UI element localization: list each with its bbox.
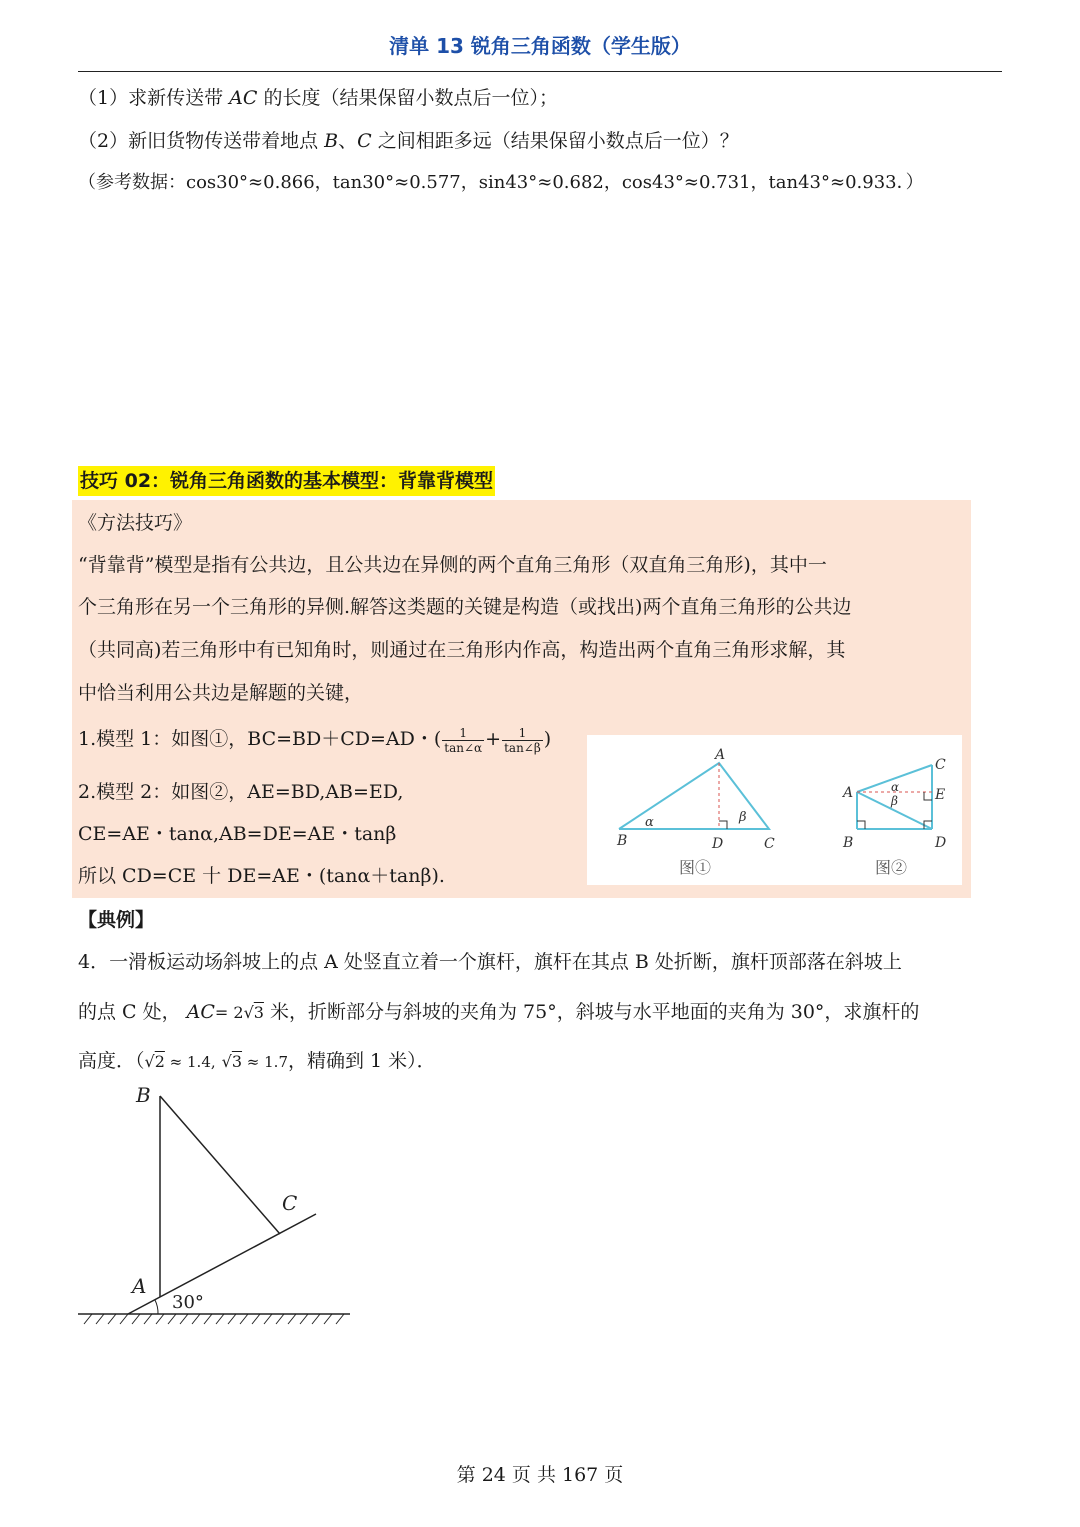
method-para-1: “背靠背”模型是指有公共边，且公共边在异侧的两个直角三角形（双直角三角形)，其中一 xyxy=(78,554,827,576)
page-header-title: 清单 13 锐角三角函数（学生版） xyxy=(389,34,691,58)
example-approx-2: ≈ 1.7 xyxy=(242,1053,288,1071)
example-heading: 【典例】 xyxy=(78,909,155,931)
example-radicand-2: 3 xyxy=(231,1052,243,1071)
example-line-1: 4．一滑板运动场斜坡上的点 A 处竖直立着一个旗杆，旗杆在其点 B 处折断，旗杆顶部落在斜坡上 xyxy=(78,951,902,973)
fraction-beta xyxy=(502,726,543,755)
fig2-beta: β xyxy=(891,794,898,808)
model-1-formula xyxy=(78,725,551,755)
model-1-prefix: 1.模型 1：如图①，BC=BD＋CD=AD・( xyxy=(78,728,442,750)
tip-heading: 技巧 02：锐角三角函数的基本模型：背靠背模型 xyxy=(78,466,495,496)
model-2-line-1: 2.模型 2：如图②，AE=BD,AB=ED, xyxy=(78,781,404,803)
fraction-beta-num: 1 xyxy=(502,726,543,741)
question-1-var: AC xyxy=(229,87,258,109)
model-1-plus: + xyxy=(485,728,502,750)
fig1-label-b: B xyxy=(617,833,628,849)
model-2-line-2: CE=AE・tanα,AB=DE=AE・tanβ xyxy=(78,823,397,845)
question-2-post: 之间相距多远（结果保留小数点后一位）？ xyxy=(371,130,739,152)
example-eq-coef: = 2 xyxy=(214,1003,244,1022)
flagpole-label-b: B xyxy=(136,1083,151,1107)
fig2-caption: 图② xyxy=(875,858,908,877)
page-footer: 第 24 页 共 167 页 xyxy=(456,1464,624,1486)
fig2-alpha: α xyxy=(891,780,900,794)
fig1-label-d: D xyxy=(712,836,724,852)
method-title: 《方法技巧》 xyxy=(78,512,193,534)
fraction-alpha xyxy=(442,726,484,755)
fig1-beta: β xyxy=(739,810,747,825)
example-eq-radicand: 3 xyxy=(253,1003,264,1022)
question-2 xyxy=(78,127,739,155)
method-para-4: 中恰当利用公共边是解题的关键， xyxy=(78,682,364,704)
example-line-3: 高度．（√2 ≈ 1.4, √3 ≈ 1.7，精确到 1 米）． xyxy=(78,1050,436,1072)
fig1-alpha: α xyxy=(645,815,654,830)
model-figures-panel xyxy=(587,735,962,885)
example-eq-lhs: AC xyxy=(186,1001,215,1023)
figure-2 xyxy=(841,757,946,877)
example-line-2-post: 米，折断部分与斜坡的夹角为 75°，斜坡与水平地面的夹角为 30°，求旗杆的 xyxy=(263,1001,920,1023)
fraction-beta-den: tan∠β xyxy=(504,740,541,755)
flagpole-label-c: C xyxy=(282,1191,298,1215)
figure-1 xyxy=(616,747,775,877)
question-2-mid: 、 xyxy=(338,130,358,152)
header-divider xyxy=(78,71,1002,72)
question-2-pre: （2）新旧货物传送带着地点 xyxy=(78,130,325,152)
example-line-3-pre: 高度．（ xyxy=(78,1050,145,1072)
question-1-post: 的长度（结果保留小数点后一位）； xyxy=(257,87,558,109)
fig1-caption: 图① xyxy=(679,858,712,877)
flagpole-angle-label: 30° xyxy=(172,1292,204,1313)
fig2-label-e: E xyxy=(935,787,946,803)
question-2-var-c: C xyxy=(357,130,372,152)
flagpole-label-a: A xyxy=(132,1274,147,1298)
fig1-label-a: A xyxy=(715,747,726,763)
example-line-2-pre: 的点 C 处， xyxy=(78,1001,181,1023)
fraction-alpha-den: tan∠α xyxy=(444,740,483,755)
question-1 xyxy=(78,84,558,112)
reference-data: （参考数据：cos30°≈0.866，tan30°≈0.577，sin43°≈0.682，cos43°≈0.731，tan43°≈0.933．） xyxy=(78,172,924,193)
fig2-label-b: B xyxy=(843,835,854,851)
flagpole-figure xyxy=(70,1078,370,1338)
question-1-pre: （1）求新传送带 xyxy=(78,87,230,109)
method-para-3: （共同高)若三角形中有已知角时，则通过在三角形内作高，构造出两个直角三角形求解，其 xyxy=(78,639,846,661)
fig2-label-d: D xyxy=(935,835,947,851)
model-1-suffix: ) xyxy=(543,728,552,750)
fraction-alpha-num: 1 xyxy=(442,726,484,741)
example-radicand-1: 2 xyxy=(154,1052,165,1071)
fig2-label-c: C xyxy=(935,757,946,773)
example-approx-1: ≈ 1.4, xyxy=(164,1053,216,1071)
model-2-line-3: 所以 CD=CE 十 DE=AE・(tanα＋tanβ). xyxy=(78,865,445,887)
example-line-2: 的点 C 处， AC= 2√3 米，折断部分与斜坡的夹角为 75°，斜坡与水平地面的夹角为 30°，求旗杆的 xyxy=(78,1001,920,1023)
fig1-label-c: C xyxy=(764,836,775,852)
example-line-3-post: ，精确到 1 米）． xyxy=(288,1050,436,1072)
method-para-2: 个三角形在另一个三角形的异侧.解答这类题的关键是构造（或找出)两个直角三角形的公共边 xyxy=(78,596,852,618)
question-2-var-b: B xyxy=(324,130,339,152)
model-figures-svg xyxy=(587,735,962,885)
fig2-label-a: A xyxy=(843,785,854,801)
